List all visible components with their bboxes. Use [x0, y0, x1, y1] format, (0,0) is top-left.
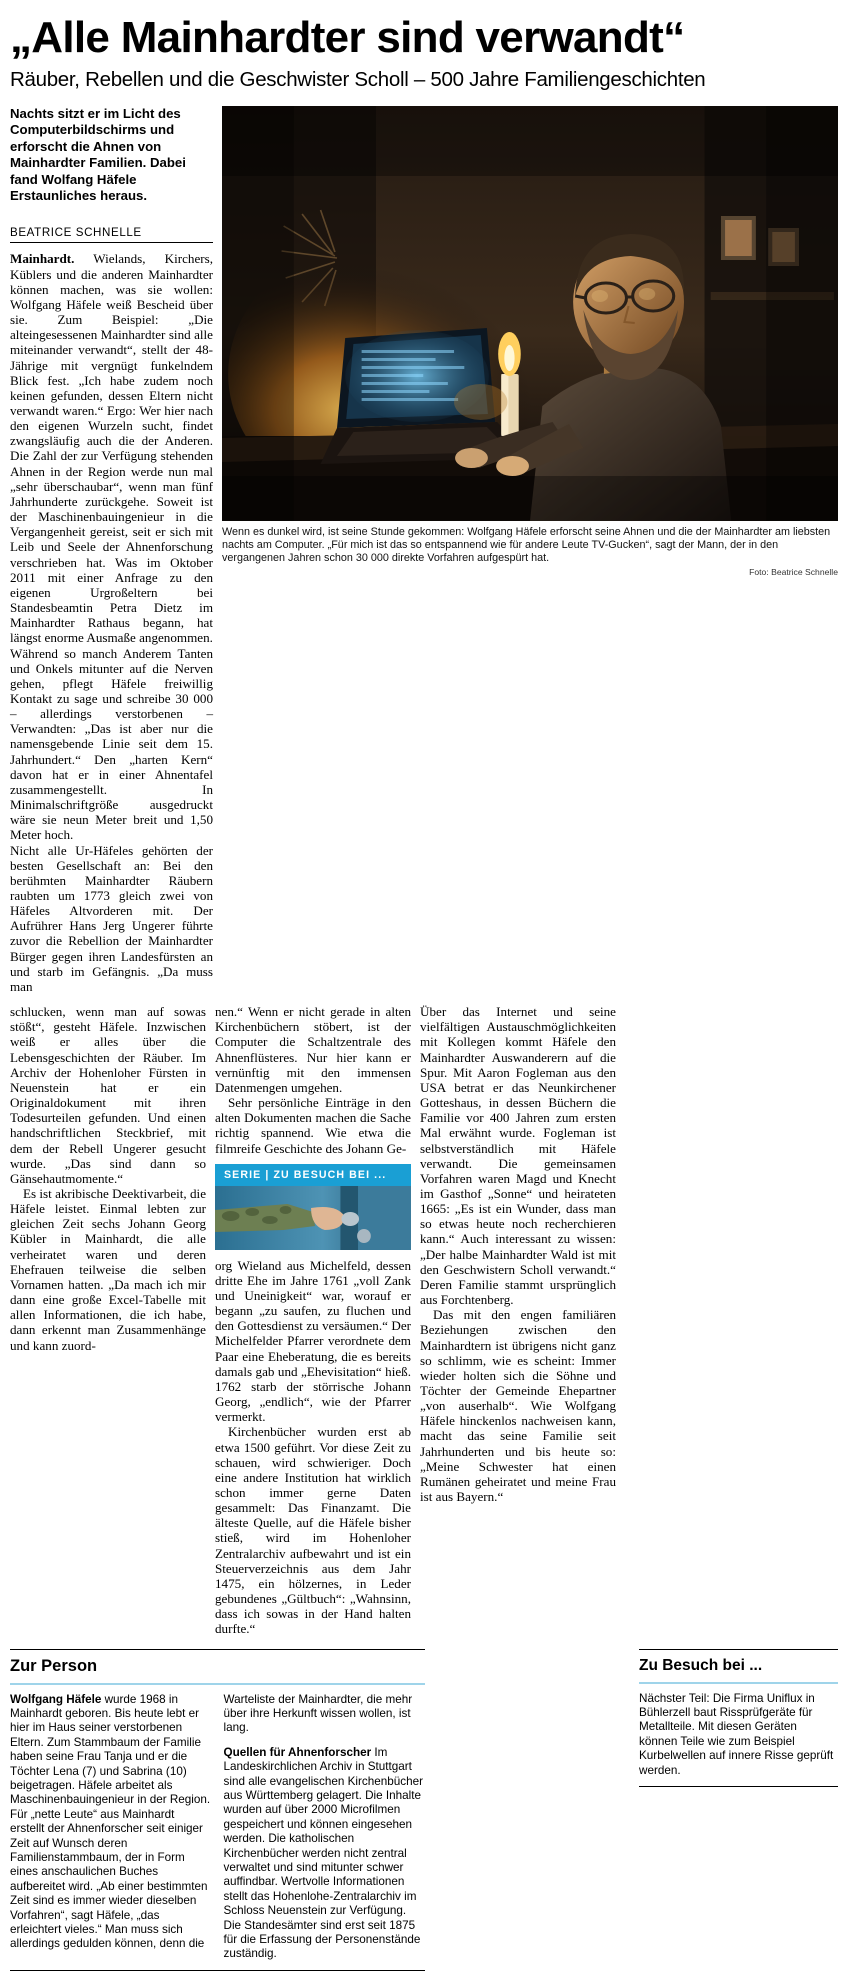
article-column-1	[10, 251, 213, 994]
top-zone	[10, 106, 838, 994]
teaserbox-top-rule	[639, 1649, 838, 1650]
article-col3-p1: nen.“ Wenn er nicht gerade in alten Kirchenbüchern stöbert, ist der Computer die Schaltzentrale des Ahnenflüsteres. Nur hier kann er vernünftig mit den immensen Datenmengen umgehen.	[215, 1004, 411, 1095]
article-column-3	[215, 1004, 420, 1636]
article-col2-p2: Es ist akribische Deektivarbeit, die Häfele leistet. Einmal lebten zur gleichen Zeit sechs Johann Georg Kübler in Mainhardt, die alle verheiratet waren und deren Ehefrauen teilweise die selben Vornamen hatten. „Da mach ich mir dann eine große Excel-Tabelle mit allen Informationen, die ich habe, dann erkennt man Zusammenhänge und kann zuord-	[10, 1185, 206, 1353]
serie-thumbnail	[215, 1186, 411, 1250]
byline: BEATRICE SCHNELLE	[10, 226, 142, 240]
lead-column	[10, 106, 222, 994]
article-col3-p2: Sehr persönliche Einträge in den alten Dokumenten machen die Sache richtig spannend. Wie etwa die filmreife Geschichte des Johann Ge-	[215, 1095, 411, 1156]
article-body	[10, 1004, 838, 1636]
infobox-zur-person	[10, 1649, 434, 1971]
article-col2-p1: schlucken, wenn man auf sowas stößt“, gesteht Häfele. Inzwischen weiß er alles über die Lebensgeschichten der Räuber. Im Archiv der Hohenloher Fürsten in Neuenstein hat er ein Originaldokument mit ihren Todesurteilen gefunden. Und einen handschriftlichen Steckbrief, mit dem der Rebell Ungerer gesucht wurde. „Das sind dann so Gänsehautmomente.“	[10, 1004, 206, 1186]
teaserbox-body	[639, 1692, 838, 1778]
teaserbox-blue-rule	[639, 1682, 838, 1684]
teaserbox-bottom-rule	[639, 1786, 838, 1787]
infobox-title: Zur Person	[10, 1656, 98, 1675]
infobox-p2-lead: Quellen für Ahnenforscher	[223, 1745, 372, 1759]
newspaper-page	[0, 13, 848, 1961]
article-column-2	[10, 1004, 215, 1636]
article-col4-p2: Das mit den engen familiären Beziehungen zwischen den Mainhardtern ist übrigens nicht ganz so schlimm, wie es scheint: Immer wieder holten sich die Söhne und Töchter der Gemeinde Ehepartner „von auserhalb“. Wie Wolfgang Häfele hinckenlos nachweisen kann, macht das seine Familie seit Jahrhunderten und bis heute so: „Meine Schwester hat einen Rumänen geheiratet und meine Frau ist aus Bayern.“	[420, 1307, 616, 1505]
infobox-p1-lead: Wolfgang Häfele	[10, 1692, 102, 1706]
byline-divider	[10, 242, 213, 243]
main-photo	[222, 106, 838, 521]
article-col1-p2: Während so manch Anderem Tanten und Onkels mitunter auf die Nerven gehen, pflegt Häfele freiwillig Kontakt zu sage und schreibe 30 000 – allerdings verstorbenen – Verwandten: „Das ist aber nur die namensgebende Linie seit dem 15. Jahrhundert.“ Den „harten Kern“ davon hat er in einer Ahnentafel zusammengestellt. In Minimalschriftgröße ausgedruckt wäre sie neun Meter breit und 1,50 Meter hoch.	[10, 645, 213, 843]
article-col1-p3: Nicht alle Ur-Häfeles gehörten der besten Gesellschaft an: Bei den berühmten Mainhardter Räubern raubten um 1773 gleich zwei von Häfeles Altvorderen mit. Der Aufrührer Hans Jerg Ungerer führte zuvor die Rebellion der Mainhardter Bürger gegen ihren Landesfürsten an und starb im Gefängnis. „Da muss man	[10, 842, 213, 994]
article-column-3-continued	[434, 1649, 639, 1971]
article-col1-p1: Wielands, Kirchers, Küblers und die anderen Mainhardter können machen, was sie wollen: Wolfgang Häfele weiß Bescheid über sie. Zum Beispiel: „Die alteingesessenen Mainhardter sind alle miteinander verwandt“, stellt der 48-Jährige mit vergnügt funkelndem Blick fest. „Ich habe zudem noch keinen gefunden, dessen Eltern nicht verwandt waren.“ Ergo: Wer hier nach den eigenen Wurzeln sucht, findet zwangsläufig auch die der Anderen. Die Zahl der zur Verfügung stehenden Ahnen in der Region werde nun mal „sehr überschaubar“, wenn man fünf Jahrhunderte zurückgehe. Soweit ist der Maschinenbauingenieur in die Vergangenheit gereist, seit er sich mit Leib und Seele der Ahnenforschung verschrieben hat. Was im Oktober 2011 mit einer Anfrage zu den eigenen Urgroßeltern bei Standesbeamtin Petra Dietz im Mainhardter Rathaus begann, hat längst enorme Ausmaße angenommen.	[10, 251, 213, 646]
infobox-blue-rule	[10, 1683, 425, 1685]
dateline: Mainhardt.	[10, 251, 75, 267]
photo-credit: Foto: Beatrice Schnelle	[749, 566, 838, 577]
article-col4-p1: Über das Internet und seine vielfältigen Austauschmöglichkeiten mit Kollegen kommt Häfele den Mainhardter Auswanderern auf die Spur. Mit Aaron Fogleman aus den USA betrat er das Neunkirchener Gotteshaus, in dessen Büchern die Familie vor 400 Jahren zum ersten Mal erwähnt wurde. Fogleman ist selbstverständlich mit Häfele verwandt. Die gemeinsamen Vorfahren waren Magd und Knecht im Gasthof „Sonne“ und heirateten 1665: „Es ist ein Wunder, dass man so etwas heute noch recherchieren kann.“ Auch interessant zu wissen: „Der halbe Mainhardter Wald ist mit den Geschwistern Scholl verwandt.“ Deren Familie stammt ursprünglich aus Forchtenberg.	[420, 1004, 616, 1308]
infobox-paragraph-2	[224, 1746, 426, 1962]
lead-paragraph: Nachts sitzt er im Licht des Computerbildschirms und erforscht die Ahnen von Mainhardter Familien. Dabei fand Wolfang Häfele Erstaunliches heraus.	[10, 106, 186, 204]
infobox-zu-besuch-bei	[639, 1649, 838, 1971]
serie-label: SERIE | ZU BESUCH BEI ...	[215, 1164, 411, 1186]
article-col3-p4: Kirchenbücher wurden erst ab etwa 1500 geführt. Vor diese Zeit zu schauen, wird schwieriger. Doch eine andere Institution hat wirklich schon immer gerne Daten gesammelt: Das Finanzamt. Die älteste Quelle, auf die Häfele bisher stieß, wird im Hohenloher Zentralarchiv aufbewahrt und ist ein Steuerverzeichnis aus dem Jahr 1475, ein hölzernes, in Leder gebundenes „Gültbuch“: „Wahnsinn, dass ich sowas in der Hand halten durfte.“	[215, 1424, 411, 1637]
photo-block	[222, 106, 838, 994]
infobox-p2-rest: Im Landeskirchlichen Archiv in Stuttgart sind alle evangelischen Kirchenbücher aus Württemberg gelagert. Die Inhalte wurden auf über 2000 Microfilmen gespeichert und können eingesehen werden. Die katholischen Kirchenbücher werden nicht zentral verwaltet und sind mitunter schwer auffindbar. Wertvolle Informationen stellt das Hohenlohe-Zentralarchiv im Schloss Neuenstein zur Verfügung. Die Standesämter sind erst seit 1875 für die Erfassung der Personenstände zuständig.	[223, 1745, 423, 1961]
infobox-top-rule	[10, 1649, 425, 1650]
teaserbox-text: Nächster Teil: Die Firma Uniflux in Bühlerzell baut Rissprüfgeräte für Metallteile. Mit diesen Geräten können Teile wie zum Beispiel Kurbelwellen auf innere Risse geprüft werden.	[639, 1691, 834, 1777]
article-column-4	[420, 1004, 625, 1636]
serie-teaser-box[interactable]	[215, 1164, 411, 1250]
photo-caption: Wenn es dunkel wird, ist seine Stunde gekommen: Wolfgang Häfele erforscht seine Ahnen und die der Mainhardter am liebsten nachts am Computer. „Für mich ist das so entspannend wie für andere Leute TV-Gucken“, sagt der Mann, der in den vergangenen Jahren schon 30 000 direkte Vorfahren aufgespürt hat.	[222, 526, 831, 565]
infobox-body	[10, 1693, 425, 1962]
bottom-zone	[10, 1649, 838, 1971]
infobox-p1-rest: wurde 1968 in Mainhardt geboren. Bis heute lebt er hier im Haus seiner verstorbenen Eltern. Zum Stammbaum der Familie haben seine Frau Tanja und er die Töchter Lena (7) und Sabrina (10) beigetragen. Häfele arbeitet als Maschinenbauingenieur in der Region. Für „nette Leute“ aus Mainhardt erstellt der Ahnenforscher seit einiger Zeit auf Wunsch deren Familienstammbaum, der in Form eines anschaulichen Buches aufbereitet wird. „Ab einer bestimmten Zeit sind es immer wieder dieselben Vorfahren“, sagt Häfele, „das erleichtert vieles.“ Man muss sich allerdings gedulden können, denn die Warteliste der Mainhardter, die mehr über ihre Herkunft wissen wollen, ist lang.	[10, 1692, 413, 1951]
page-headline: „Alle Mainhardter sind verwandt“	[10, 13, 685, 62]
teaserbox-title: Zu Besuch bei ...	[639, 1656, 763, 1674]
article-col3-p3: org Wieland aus Michelfeld, dessen dritte Ehe im Jahre 1761 „voll Zank und Uneinigkeit“ war, worauf er begann „zu saufen, zu fluchen und den Gottesdienst zu versäumen.“ Der Michelfelder Pfarrer verordnete dem Paar eine Eheberatung, die es bereits damals gab und „Ehevisitation“ hieß. 1762 starb der störrische Johann Georg, „endlich“, wie der Pfarrer vermerkt.	[215, 1257, 411, 1425]
page-subheadline: Räuber, Rebellen und die Geschwister Scholl – 500 Jahre Familiengeschichten	[10, 68, 706, 91]
